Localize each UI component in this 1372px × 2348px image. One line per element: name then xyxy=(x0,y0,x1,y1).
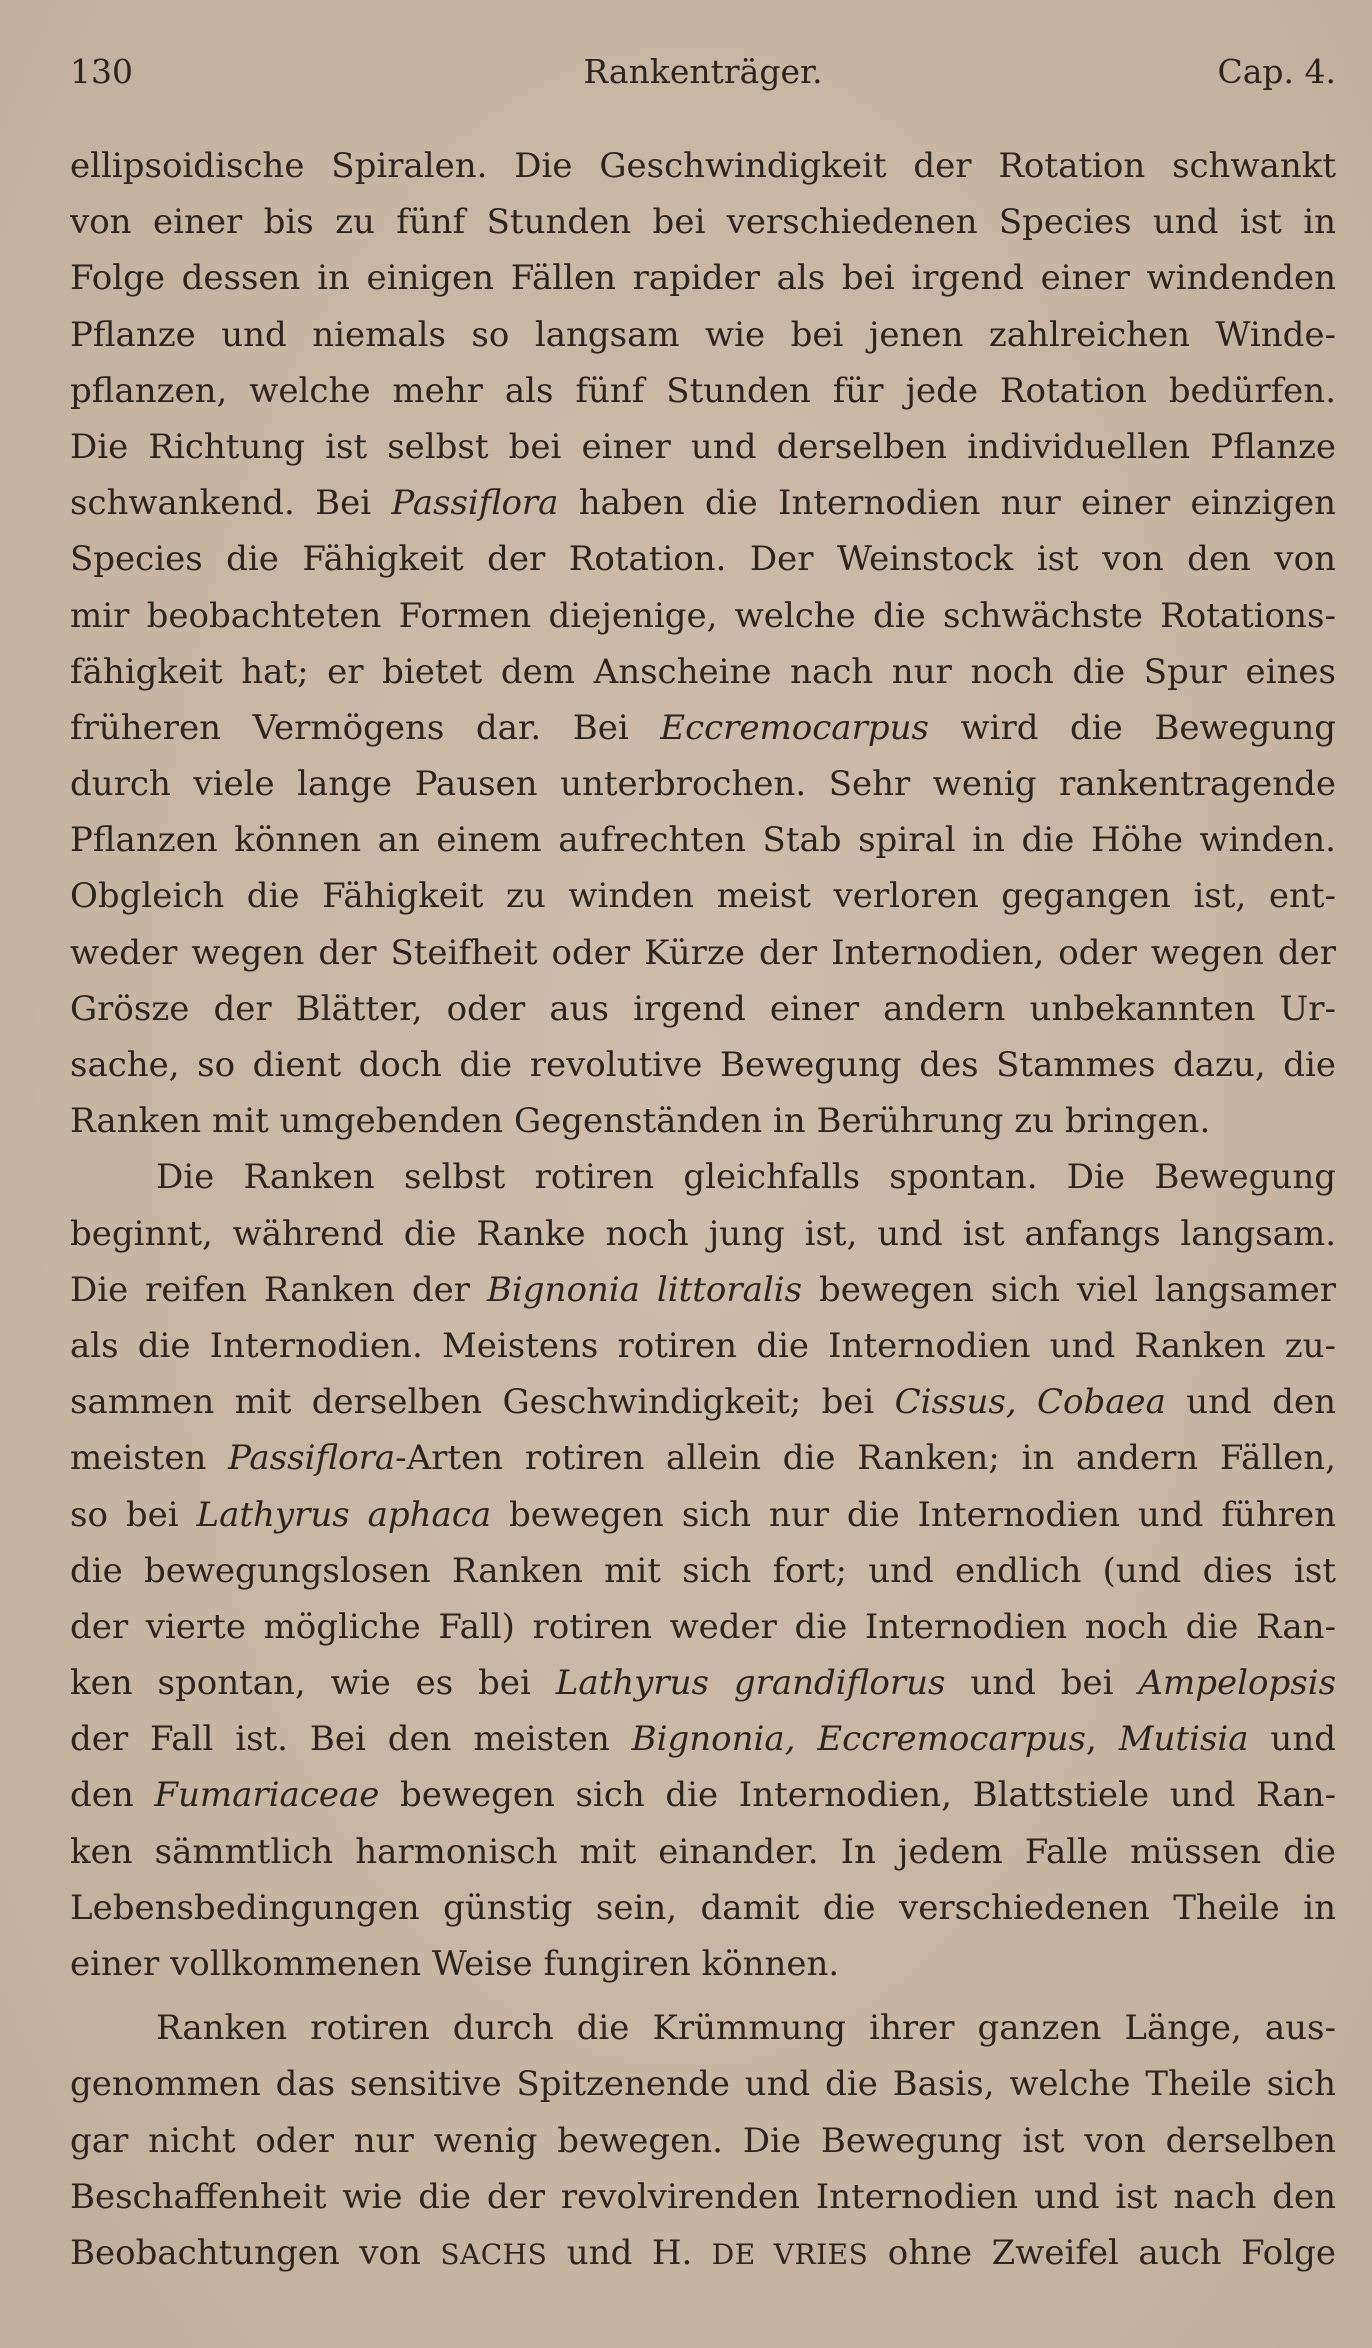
running-title: Rankenträger. xyxy=(583,52,823,91)
text-line: beginnt, während die Ranke noch jung ist, und ist anfangs langsam. xyxy=(70,1213,1336,1254)
text-line: genommen das sensitive Spitzenende und die Basis, welche Theile sich xyxy=(70,2064,1336,2105)
text-line xyxy=(70,475,1336,531)
text-line: fähigkeit hat; er bietet dem Anscheine nach nur noch die Spur eines xyxy=(70,651,1336,692)
taxon-name: Fumariaceae xyxy=(154,1775,380,1816)
text-line: weder wegen der Steifheit oder Kürze der Internodien, oder wegen der xyxy=(70,932,1336,973)
text-line: einer vollkommenen Weise fungiren können. xyxy=(70,1944,840,1984)
text-line xyxy=(70,1655,1336,1711)
text-line: der vierte mögliche Fall) rotiren weder die Internodien noch die Ran- xyxy=(70,1606,1336,1647)
text-run: wird die Bewegung xyxy=(928,707,1336,748)
text-run: ohne Zweifel auch Folge xyxy=(868,2232,1336,2273)
text-line xyxy=(70,1430,1336,1486)
author-name: DE VRIES xyxy=(711,2237,869,2271)
text-run: und xyxy=(1248,1719,1336,1760)
text-line xyxy=(70,2225,1336,2281)
text-line: Pflanze und niemals so langsam wie bei jenen zahlreichen Winde- xyxy=(70,314,1336,355)
text-run: meisten xyxy=(70,1438,229,1479)
text-line: Die Richtung ist selbst bei einer und derselben individuellen Pflanze xyxy=(70,426,1336,467)
taxon-name: Lathyrus grandiflorus xyxy=(555,1663,946,1704)
text-line xyxy=(70,1487,1336,1543)
taxon-name: Eccremocarpus xyxy=(660,707,929,748)
text-line: Pflanzen können an einem aufrechten Stab spiral in die Höhe winden. xyxy=(70,820,1336,861)
text-run: der Fall ist. Bei den meisten xyxy=(70,1719,632,1760)
text-line xyxy=(70,1767,1336,1823)
taxon-name: Cissus, Cobaea xyxy=(894,1382,1166,1423)
text-run: bewegen sich viel langsamer xyxy=(802,1269,1336,1310)
text-run: früheren Vermögens dar. Bei xyxy=(70,707,661,748)
taxon-name: Ampelopsis xyxy=(1138,1663,1336,1704)
text-line: Species die Fähigkeit der Rotation. Der Weinstock ist von den von xyxy=(70,539,1336,580)
taxon-name: Bignonia, Eccremocarpus xyxy=(631,1719,1087,1760)
text-run: ken spontan, wie es bei xyxy=(70,1663,556,1704)
taxon-name: Passiflora xyxy=(391,483,559,524)
text-line: ellipsoidische Spiralen. Die Geschwindigkeit der Rotation schwankt xyxy=(70,146,1336,186)
body-text xyxy=(70,138,1336,2281)
author-name: SACHS xyxy=(440,2237,548,2271)
text-run: haben die Internodien nur einer einzigen xyxy=(558,483,1336,524)
text-line: Obgleich die Fähigkeit zu winden meist verloren gegangen ist, ent- xyxy=(70,876,1336,917)
taxon-name: Mutisia xyxy=(1118,1719,1249,1760)
text-line: ken sämmtlich harmonisch mit einander. In jedem Falle müssen die xyxy=(70,1831,1336,1872)
text-line xyxy=(70,1262,1336,1318)
text-line: mir beobachteten Formen diejenige, welche die schwächste Rotations- xyxy=(70,595,1336,636)
text-line xyxy=(70,1711,1336,1767)
text-line: Lebensbedingungen günstig sein, damit die verschiedenen Theile in xyxy=(70,1887,1336,1928)
text-run: den xyxy=(70,1775,155,1816)
page-number: 130 xyxy=(70,52,133,91)
text-line: von einer bis zu fünf Stunden bei verschiedenen Species und ist in xyxy=(70,202,1336,243)
text-run: -Arten rotiren allein die Ranken; in andern Fällen, xyxy=(395,1438,1336,1479)
text-run: schwankend. Bei xyxy=(70,483,392,524)
text-line: Grösze der Blätter, oder aus irgend einer andern unbekannten Ur- xyxy=(70,988,1336,1029)
text-run: Die reifen Ranken der xyxy=(70,1269,487,1310)
text-line: pflanzen, welche mehr als fünf Stunden für jede Rotation bedürfen. xyxy=(70,370,1336,411)
text-run: und den xyxy=(1165,1382,1336,1423)
paragraph-start-line: Die Ranken selbst rotiren gleichfalls spontan. Die Bewegung xyxy=(156,1157,1336,1198)
text-run: Beobachtungen von xyxy=(70,2232,441,2273)
text-line: Folge dessen in einigen Fällen rapider als bei irgend einer windenden xyxy=(70,258,1336,299)
chapter-label: Cap. 4. xyxy=(1217,52,1336,91)
taxon-name: Passiflora xyxy=(228,1438,396,1479)
paragraph-start-line: Ranken rotiren durch die Krümmung ihrer ganzen Länge, aus- xyxy=(156,2008,1336,2049)
text-line xyxy=(70,1374,1336,1430)
text-line: Ranken mit umgebenden Gegenständen in Berührung zu bringen. xyxy=(70,1101,1211,1142)
text-run: bewegen sich nur die Internodien und führen xyxy=(491,1494,1336,1535)
text-line: als die Internodien. Meistens rotiren die Internodien und Ranken zu- xyxy=(70,1325,1336,1366)
text-line: Beschaffenheit wie die der revolvirenden Internodien und ist nach den xyxy=(70,2176,1336,2217)
text-line: gar nicht oder nur wenig bewegen. Die Bewegung ist von derselben xyxy=(70,2120,1336,2161)
text-run: , xyxy=(1086,1719,1119,1760)
text-run: so bei xyxy=(70,1494,197,1535)
text-run: und bei xyxy=(945,1663,1139,1704)
text-line: durch viele lange Pausen unterbrochen. Sehr wenig rankentragende xyxy=(70,764,1336,805)
page-header xyxy=(70,52,1336,112)
text-run: bewegen sich die Internodien, Blattstiele und Ran- xyxy=(379,1775,1336,1816)
text-line: sache, so dient doch die revolutive Bewegung des Stammes dazu, die xyxy=(70,1045,1336,1085)
text-run: und H. xyxy=(547,2232,712,2273)
text-line xyxy=(70,700,1336,756)
text-run: sammen mit derselben Geschwindigkeit; bei xyxy=(70,1382,895,1423)
taxon-name: Lathyrus aphaca xyxy=(196,1494,492,1535)
text-line: die bewegungslosen Ranken mit sich fort; und endlich (und dies ist xyxy=(70,1550,1336,1591)
taxon-name: Bignonia littoralis xyxy=(486,1269,803,1310)
